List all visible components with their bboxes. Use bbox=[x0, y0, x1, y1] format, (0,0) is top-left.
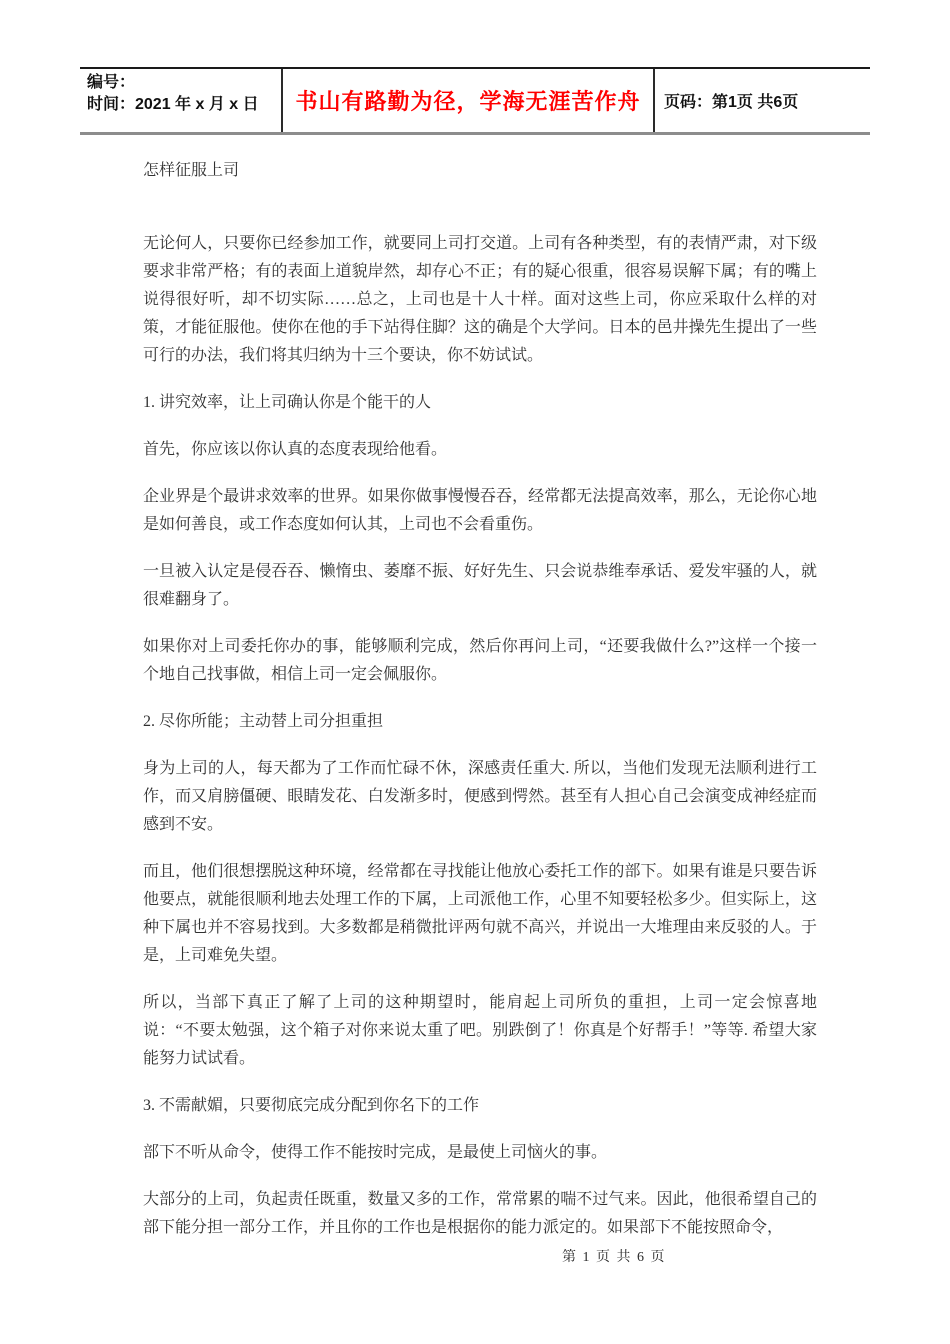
header-cell-page bbox=[655, 69, 870, 132]
time-label: 时间：2021 年 x 月 x 日 bbox=[87, 96, 259, 113]
document-title: 怎样征服上司 bbox=[143, 162, 240, 179]
header-cell-number-time bbox=[80, 69, 283, 132]
paragraph: 企业界是个最讲求效率的世界。如果你做事慢慢吞吞，经常都无法提高效率，那么，无论你心地是如何善良，或工作态度如何认其，上司也不会看重伤。 bbox=[143, 488, 817, 533]
paragraph: 首先，你应该以你认真的态度表现给他看。 bbox=[143, 441, 448, 458]
header-cell-motto bbox=[283, 69, 655, 132]
paragraph: 一旦被入认定是侵吞吞、懒惰虫、萎靡不振、好好先生、只会说恭维奉承话、爱发牢骚的人，就很难翻身了。 bbox=[143, 563, 817, 608]
header-table bbox=[80, 67, 870, 135]
page-label: 页码：第1页 共6页 bbox=[664, 94, 799, 111]
page-footer bbox=[562, 1246, 666, 1266]
motto-text: 书山有路勤为径，学海无涯苦作舟 bbox=[295, 89, 641, 114]
paragraph: 而且，他们很想摆脱这种环境，经常都在寻找能让他放心委托工作的部下。如果有谁是只要告诉他要点，就能很顺利地去处理工作的下属，上司派他工作，心里不知要轻松多少。但实际上，这种下属也并不容易找到。大多数都是稍微批评两句就不高兴，并说出一大堆理由来反驳的人。于是，上司难免失望。 bbox=[143, 863, 817, 964]
number-label: 编号： bbox=[87, 74, 136, 91]
section-2-heading: 2. 尽你所能；主动替上司分担重担 bbox=[143, 713, 384, 730]
footer-page-indicator: 第 1 页 共 6 页 bbox=[562, 1250, 666, 1265]
paragraph: 所以，当部下真正了解了上司的这种期望时，能肩起上司所负的重担，上司一定会惊喜地说：“不要太勉强，这个箱子对你来说太重了吧。别跌倒了！你真是个好帮手！”等等. 希望大家能努力试试看。 bbox=[143, 994, 817, 1067]
intro-paragraph: 无论何人，只要你已经参加工作，就要同上司打交道。上司有各种类型，有的表情严肃，对下级要求非常严格；有的表面上道貌岸然，却存心不正；有的疑心很重，很容易误解下属；有的嘴上说得很好听，却不切实际……总之，上司也是十人十样。面对这些上司，你应采取什么样的对策，才能征服他。使你在他的手下站得住脚？这的确是个大学问。日本的邑井操先生提出了一些可行的办法，我们将其归纳为十三个要诀，你不妨试试。 bbox=[143, 235, 817, 364]
paragraph: 如果你对上司委托你办的事，能够顺利完成，然后你再问上司，“还要我做什么?”这样一个接一个地自己找事做，相信上司一定会佩服你。 bbox=[143, 638, 817, 683]
section-1-heading: 1. 讲究效率，让上司确认你是个能干的人 bbox=[143, 394, 432, 411]
paragraph: 部下不听从命令，使得工作不能按时完成，是最使上司恼火的事。 bbox=[143, 1144, 608, 1161]
section-3-heading: 3. 不需献媚，只要彻底完成分配到你名下的工作 bbox=[143, 1097, 480, 1114]
paragraph: 身为上司的人，每天都为了工作而忙碌不休，深感责任重大. 所以，当他们发现无法顺利进行工作，而又肩膀僵硬、眼睛发花、白发渐多时，便感到愕然。甚至有人担心自己会演变成神经症而感到不安。 bbox=[143, 760, 817, 833]
document-body bbox=[143, 157, 817, 1242]
paragraph: 大部分的上司，负起责任既重，数量又多的工作，常常累的喘不过气来。因此，他很希望自己的部下能分担一部分工作，并且你的工作也是根据你的能力派定的。如果部下不能按照命令， bbox=[143, 1191, 817, 1236]
